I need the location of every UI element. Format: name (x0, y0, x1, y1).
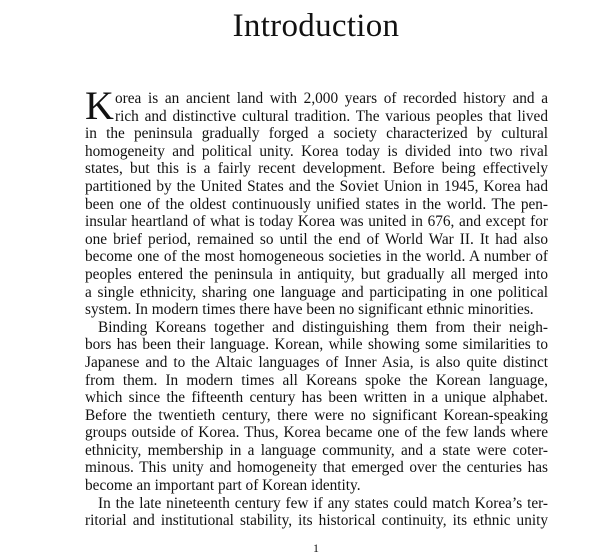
text-line: one brief period, remained so until the end of World War II. It had also (85, 230, 548, 248)
text-line: insular heartland of what is today Korea was united in 676, and except for (85, 213, 548, 231)
page-number: 1 (313, 541, 319, 555)
text-line: minous. This unity and homogeneity that emerged over the centuries has (85, 459, 548, 477)
text-line: system. In modern times there have been no significant ethnic minorities. (85, 301, 534, 319)
text-line: become one of the most homogeneous societies in the world. A number of (85, 248, 548, 266)
text-line: peoples entered the peninsula in antiquity, but gradually all merged into (85, 265, 548, 283)
text-line: states, but this is a fairly recent development. Before being effectively (85, 160, 548, 178)
text-line: from them. In modern times all Koreans spoke the Korean language, (85, 371, 548, 389)
text-line: been one of the oldest continuously unified states in the world. The pen- (85, 195, 548, 213)
text-line: In the late nineteenth century few if any states could match Korea’s ter- (98, 494, 548, 512)
chapter-title: Introduction (232, 8, 400, 44)
text-line: rich and distinctive cultural tradition. The various peoples that lived (115, 107, 548, 125)
text-line: in the peninsula gradually forged a society characterized by cultural (85, 125, 548, 143)
drop-cap-letter: K (85, 83, 114, 128)
text-line: which since the fifteenth century has been written in a unique alphabet. (85, 389, 548, 407)
text-line: Japanese and to the Altaic languages of Inner Asia, is also quite distinct (85, 353, 548, 371)
text-line: become an important part of Korean identity. (85, 477, 361, 495)
text-line: a single ethnicity, sharing one language and participating in one political (85, 283, 548, 301)
text-line: ethnicity, membership in a language community, and a state were coter- (85, 441, 548, 459)
text-line: Before the twentieth century, there were no significant Korean-speaking (85, 406, 548, 424)
text-line: bors has been their language. Korean, while showing some similarities to (85, 336, 548, 354)
body-text (85, 83, 548, 530)
text-line: partitioned by the United States and the Soviet Union in 1945, Korea had (85, 177, 548, 195)
text-line: groups outside of Korea. Thus, Korea became one of the few lands where (85, 424, 548, 442)
text-line: homogeneity and political unity. Korea today is divided into two rival (85, 142, 548, 160)
text-line: orea is an ancient land with 2,000 years of recorded history and a (115, 90, 548, 107)
text-line: Binding Koreans together and distinguishing them from their neigh- (98, 318, 548, 336)
text-line: ritorial and institutional stability, its historical continuity, its ethnic unity (85, 512, 548, 530)
